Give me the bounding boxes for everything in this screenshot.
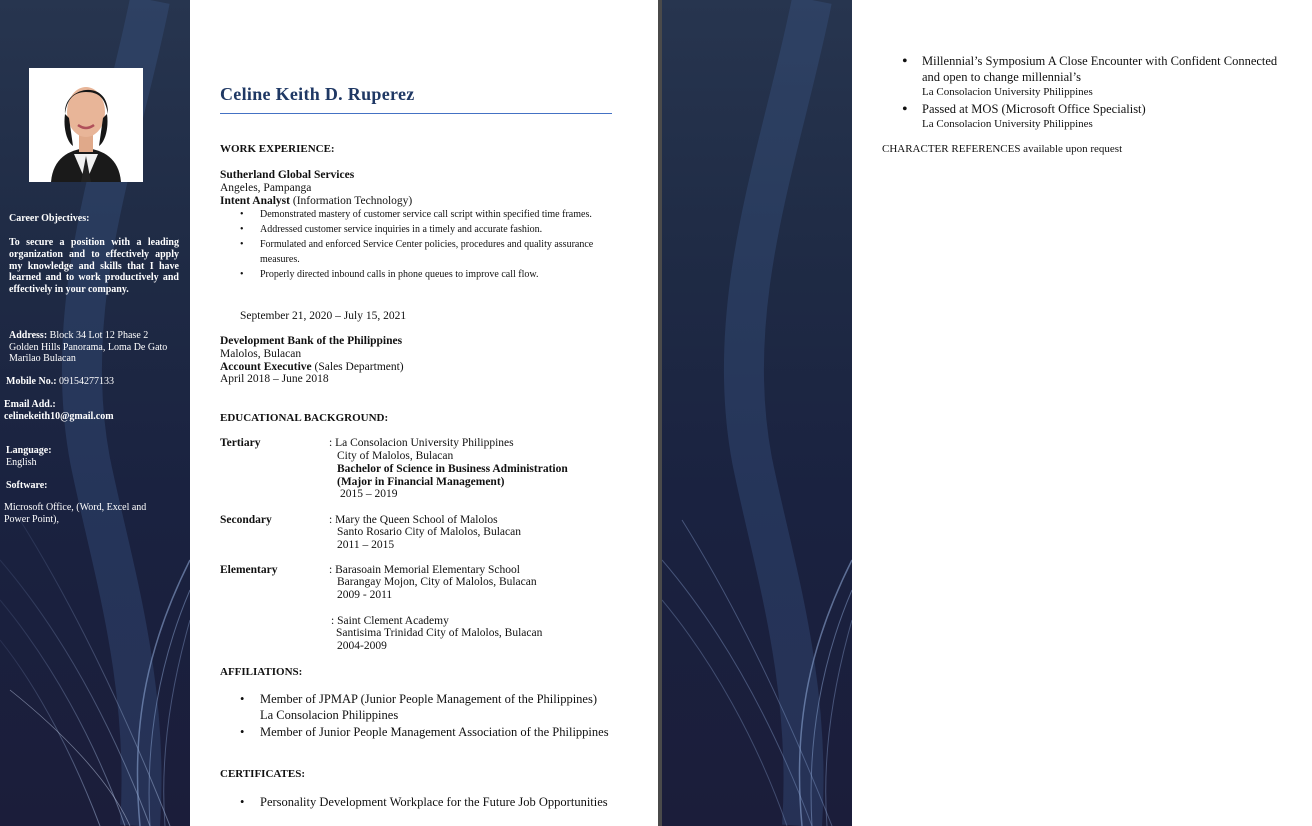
tertiary-label: Tertiary xyxy=(220,437,261,449)
list-item: • Addressed customer service inquiries in a timely and accurate fashion. xyxy=(240,222,600,237)
sidebar-page-2 xyxy=(662,0,852,826)
tertiary-years: 2015 – 2019 xyxy=(340,488,398,500)
certificate-title: • Passed at MOS (Microsoft Office Specialist) xyxy=(922,102,1146,116)
list-item xyxy=(902,101,1282,131)
character-references: CHARACTER REFERENCES available upon request xyxy=(882,143,1123,155)
software-label: Software: xyxy=(6,480,48,491)
list-item: • Formulated and enforced Service Center policies, procedures and quality assurance measures. xyxy=(240,237,600,267)
work-experience-title: WORK EXPERIENCE: xyxy=(220,143,335,155)
elementary-city: Barangay Mojon, City of Malolos, Bulacan xyxy=(337,576,537,588)
candidate-name: Celine Keith D. Ruperez xyxy=(220,84,415,104)
secondary-school: : Mary the Queen School of Malolos xyxy=(329,514,498,526)
certificates-list xyxy=(240,794,610,810)
job2-company: Development Bank of the Philippines xyxy=(220,335,403,347)
job1-role-line xyxy=(220,195,412,207)
list-item: • Personality Development Workplace for the Future Job Opportunities xyxy=(240,794,610,810)
job1-dates: September 21, 2020 – July 15, 2021 xyxy=(240,310,407,322)
address-block xyxy=(9,330,174,365)
name-divider xyxy=(220,113,612,114)
mobile-label: Mobile No.: xyxy=(6,376,57,387)
elementary-school: : Barasoain Memorial Elementary School xyxy=(329,564,520,576)
language-value: English xyxy=(6,457,37,468)
job1-dept: (Information Technology) xyxy=(289,195,413,207)
certificate-org: La Consolacion University Philippines xyxy=(922,86,1093,98)
email-value: celinekeith10@gmail.com xyxy=(4,411,114,422)
tertiary-school: : La Consolacion University Philippines xyxy=(329,437,514,449)
job1-role: Intent Analyst xyxy=(220,195,290,207)
elementary2-years: 2004-2009 xyxy=(337,640,387,652)
list-item xyxy=(902,53,1282,99)
list-item: • Member of Junior People Management Association of the Philippines xyxy=(240,724,610,740)
address-value: Block 34 Lot 12 Phase 2 Golden Hills Panorama, Loma De Gato Marilao Bulacan xyxy=(9,330,168,364)
tertiary-major: (Major in Financial Management) xyxy=(337,476,505,488)
elementary2-city: Santisima Trinidad City of Malolos, Bulacan xyxy=(336,627,543,639)
profile-photo xyxy=(29,68,143,182)
sidebar xyxy=(0,0,190,826)
certificate-title: • Millennial’s Symposium A Close Encounter with Confident Connected and open to change millennial’s xyxy=(922,54,1278,84)
mobile-value: 09154277133 xyxy=(59,376,115,387)
affiliations-title: AFFILIATIONS: xyxy=(220,666,303,678)
elementary-label: Elementary xyxy=(220,564,278,576)
certificate-org: La Consolacion University Philippines xyxy=(922,118,1093,130)
job2-dept: (Sales Department) xyxy=(311,361,404,373)
address-label: Address: xyxy=(9,330,48,341)
secondary-years: 2011 – 2015 xyxy=(337,539,395,551)
education-title: EDUCATIONAL BACKGROUND: xyxy=(220,412,389,424)
job1-bullets xyxy=(240,207,600,282)
job1-company: Sutherland Global Services xyxy=(220,169,355,181)
language-label: Language: xyxy=(6,445,52,456)
page2-certificates-list xyxy=(902,53,1282,131)
career-objectives-text: To secure a position with a leading organization and to effectively apply my knowledge and skills that I have learned and to work productively and effectively in your company. xyxy=(9,237,179,296)
job2-role: Account Executive xyxy=(220,361,312,373)
sidebar-wave-decoration xyxy=(662,0,852,826)
career-objectives-title: Career Objectives: xyxy=(9,213,90,224)
tertiary-degree: Bachelor of Science in Business Administration xyxy=(337,463,568,475)
software-value: Microsoft Office, (Word, Excel and Power Point), xyxy=(4,502,147,525)
mobile-block xyxy=(6,376,114,388)
elementary-years: 2009 - 2011 xyxy=(337,589,393,601)
job2-dates: April 2018 – June 2018 xyxy=(220,373,329,385)
list-item: • Demonstrated mastery of customer service call script within specified time frames. xyxy=(240,207,600,222)
list-item: • Member of JPMAP (Junior People Management of the Philippines) La Consolacion Philippines xyxy=(240,691,610,723)
resume-page-2 xyxy=(662,0,1312,826)
person-portrait-icon xyxy=(29,68,143,182)
certificates-title: CERTIFICATES: xyxy=(220,768,305,780)
secondary-city: Santo Rosario City of Malolos, Bulacan xyxy=(337,526,521,538)
elementary2-school: : Saint Clement Academy xyxy=(331,615,449,627)
job2-location: Malolos, Bulacan xyxy=(220,348,302,360)
job2-role-line xyxy=(220,361,404,373)
affiliations-list xyxy=(240,691,610,740)
tertiary-city: City of Malolos, Bulacan xyxy=(337,450,454,462)
email-label: Email Add.: xyxy=(4,399,56,410)
job1-location: Angeles, Pampanga xyxy=(220,182,312,194)
list-item: • Properly directed inbound calls in phone queues to improve call flow. xyxy=(240,267,600,282)
secondary-label: Secondary xyxy=(220,514,272,526)
